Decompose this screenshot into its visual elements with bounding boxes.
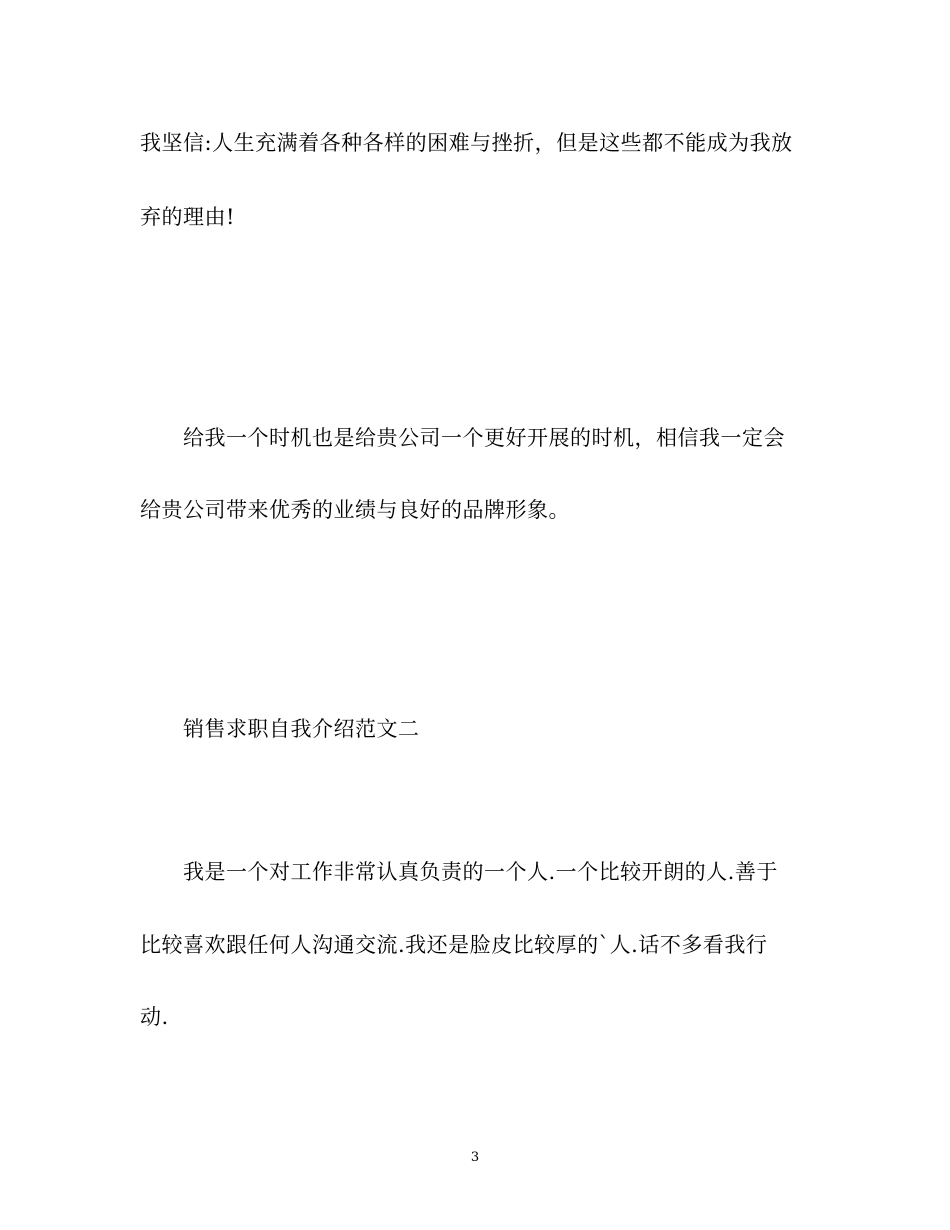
paragraph-line: 弃的理由! <box>140 205 235 229</box>
paragraph-line: 动. <box>140 1005 169 1029</box>
paragraph-line: 比较喜欢跟任何人沟通交流.我还是脸皮比较厚的`人.话不多看我行 <box>140 933 768 957</box>
paragraph-line: 我坚信:人生充满着各种各样的困难与挫折，但是这些都不能成为我放 <box>140 131 793 155</box>
paragraph-line: 给贵公司带来优秀的业绩与良好的品牌形象。 <box>140 498 570 522</box>
section-heading: 销售求职自我介绍范文二 <box>183 717 420 741</box>
page-number: 3 <box>470 1150 480 1165</box>
paragraph-line: 给我一个时机也是给贵公司一个更好开展的时机，相信我一定会 <box>183 426 785 450</box>
paragraph-line: 我是一个对工作非常认真负责的一个人.一个比较开朗的人.善于 <box>183 860 778 884</box>
